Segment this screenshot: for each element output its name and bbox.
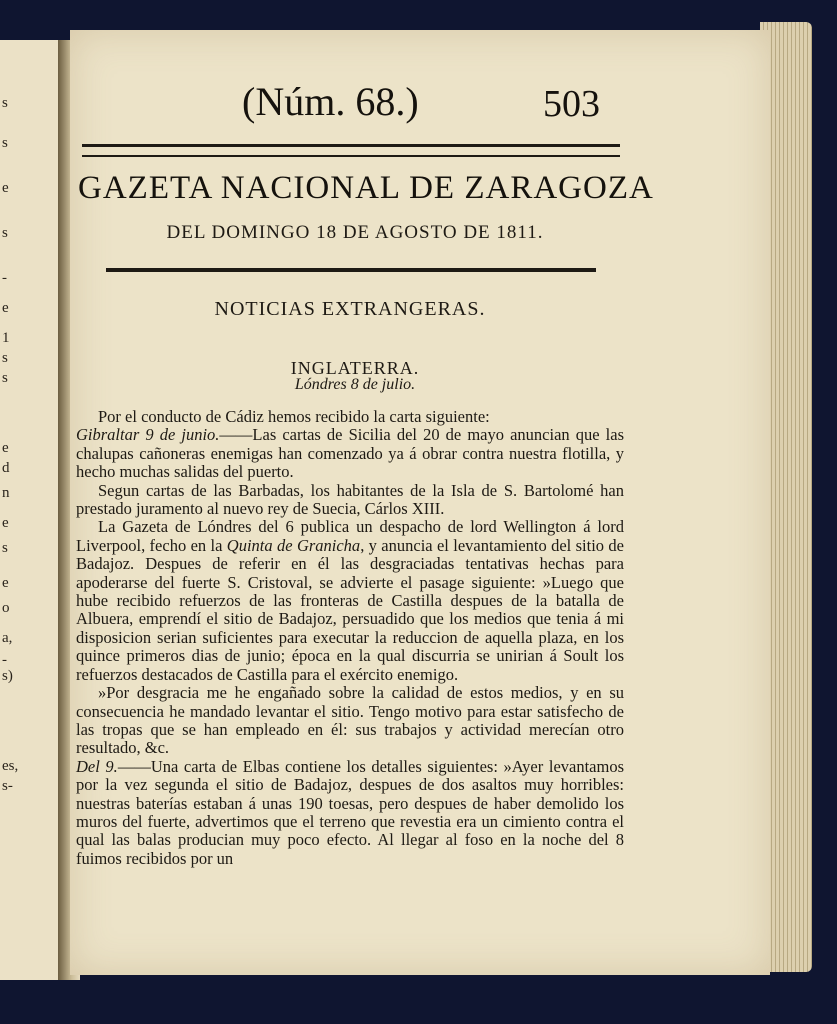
left-page-fragment: e: [2, 180, 9, 196]
page-number: 503: [543, 83, 600, 125]
country-heading: INGLATERRA.: [290, 358, 420, 378]
left-page-fragment: s: [2, 135, 8, 151]
dateline-inline: Gibraltar 9 de junio.: [76, 425, 220, 445]
paragraph: [76, 426, 624, 481]
paragraph-text: La Gazeta de Lóndres del 6 publica un despacho de lord Wellington á lord Liverpool, fecho en la: [76, 517, 624, 555]
place-date: Lóndres 8 de julio.: [294, 376, 416, 393]
paragraph-text: , y anuncia el levantamiento del sitio de Badajoz. Despues de referir en él las desgraciadas tentativas hechas para apoderarse del fuerte S. Cristoval, se advierte el pasage siguiente: »Luego que hube recibido refuerzos de las fronteras de Castilla despues de la batalla de Albuera, emprendí el sitio de Badajoz, persuadido que los medios que tenia á mi disposicion serian suficientes para executar la reduccion de aquella plaza, en los quince primeros dias de junio; época en la qual discurria se unirian á Soult los refuerzos destacados de Castilla para el exército enemigo.: [76, 535, 624, 684]
left-page-fragment: s: [2, 540, 8, 556]
dateline: DEL DOMINGO 18 DE AGOSTO DE 1811.: [166, 222, 544, 243]
section-title: NOTICIAS EXTRANGERAS.: [214, 298, 486, 320]
masthead-title: GAZETA NACIONAL DE ZARAGOZA: [78, 170, 654, 206]
paragraph-text: ——Una carta de Elbas contiene los detalles siguientes: »Ayer levantamos por la vez segunda el sitio de Badajoz, despues de dos asaltos muy horribles: nuestras baterías estaban á unas 190 toesas, pero despues de haber demolido los muros del fuerte, advertimos que el terreno que revestia era un cimiento contra el qual las balas producian muy poco efecto. Al llegar al foso en la noche del 8 fuimos recibidos por un: [76, 756, 625, 868]
paragraph: [76, 518, 624, 684]
left-page-fragment: s: [2, 350, 8, 366]
double-rule: [82, 144, 620, 157]
paragraph: [76, 758, 624, 868]
left-page-fragment: e: [2, 515, 9, 531]
paragraph-text: ——Las cartas de Sicilia del 20 de mayo anuncian que las chalupas cañoneras enemigas han comenzado ya á obrar contra nuestra flotilla, y hecho muchas salidas del puerto.: [76, 425, 624, 482]
left-page-fragment: es,: [2, 758, 19, 774]
left-page-fragment: s: [2, 225, 8, 241]
place-inline: Quinta de Granicha: [226, 535, 361, 555]
left-page-fragment: e: [2, 575, 9, 591]
left-page-fragment: s-: [2, 778, 13, 794]
left-page-fragment: s: [2, 370, 8, 386]
newspaper-page: [70, 30, 770, 975]
left-page-fragment: d: [2, 460, 10, 476]
issue-number: (Núm. 68.): [242, 79, 419, 124]
left-page-fragment: s: [2, 95, 8, 111]
left-page-fragment: n: [2, 485, 10, 501]
article-body: [76, 408, 624, 868]
left-page-fragment: e: [2, 300, 9, 316]
left-page-fragment: o: [2, 600, 10, 616]
left-page-fragment: e: [2, 440, 9, 456]
left-page-fragment: -: [2, 652, 7, 668]
left-page-fragment: 1: [2, 330, 10, 346]
left-page-fragment: a,: [2, 630, 13, 646]
paragraph: Por el conducto de Cádiz hemos recibido la carta siguiente:: [98, 407, 490, 426]
left-page-fragment: -: [2, 270, 7, 286]
section-rule: [106, 268, 596, 272]
left-page-edge: [0, 40, 64, 980]
left-page-fragment: s): [2, 668, 13, 684]
paragraph: »Por desgracia me he engañado sobre la calidad de estos medios, y en su consecuencia he mandado levantar el sitio. Tengo motivo para estar satisfecho de las tropas que se han empleado en él: sus trabajos y actividad merecían otro resultado, &c.: [76, 683, 624, 758]
paragraph: Segun cartas de las Barbadas, los habitantes de la Isla de S. Bartolomé han prestado juramento al nuevo rey de Suecia, Cárlos XIII.: [76, 480, 624, 519]
dateline-inline: Del 9.: [76, 756, 118, 776]
